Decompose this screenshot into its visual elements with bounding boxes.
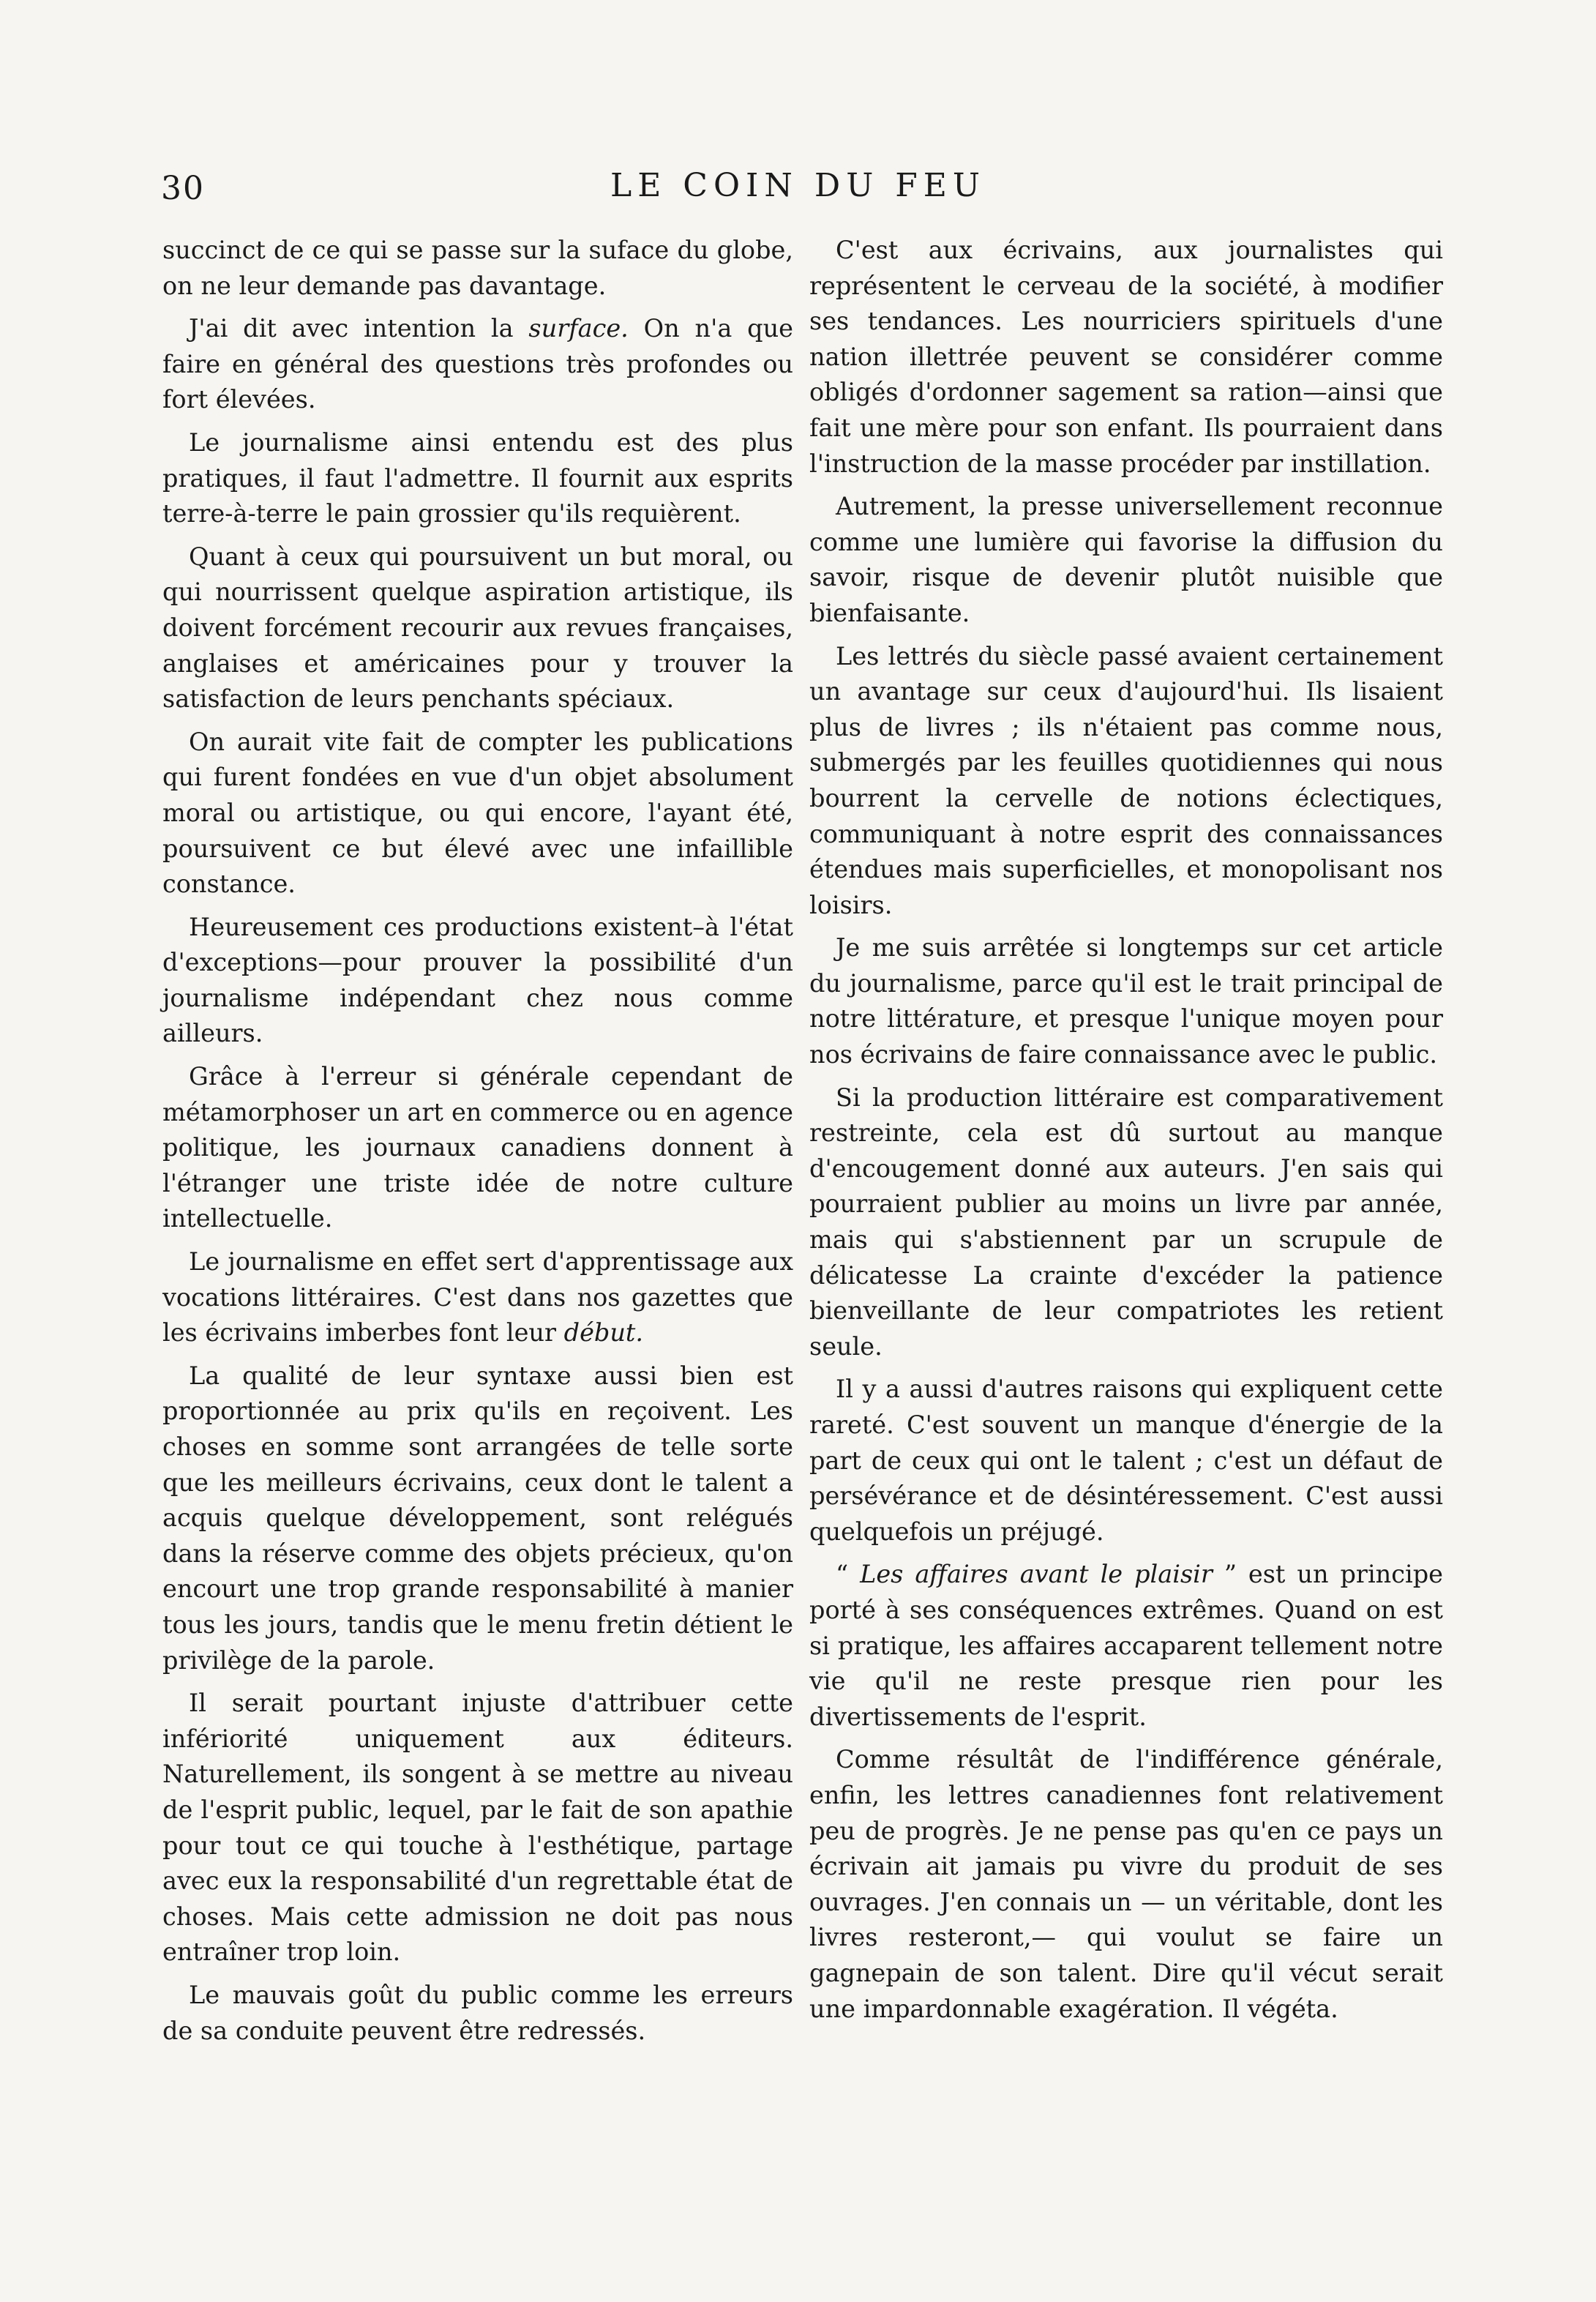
emphasis: Les affaires avant le plaisir (860, 1560, 1213, 1589)
paragraph-text: J'ai dit avec intention la (189, 314, 529, 343)
page-number: 30 (161, 170, 205, 207)
right-column (809, 233, 1443, 2034)
paragraph (809, 1557, 1443, 1735)
paragraph: La qualité de leur syntaxe aussi bien est proportionnée au prix qu'ils en reçoivent. Les choses en somme sont arrangées de telle sorte que les meilleurs écrivains, ceux dont le talent a acquis quelque développement, sont relégués dans la réserve comme des objets précieux, qu'on encourt une trop grande responsabilité à manier tous les jours, tandis que le menu fretin détient le privilège de la parole. (162, 1361, 793, 1675)
paragraph: Je me suis arrêtée si longtemps sur cet article du journalisme, parce qu'il est le trait principal de notre littérature, et presque l'unique moyen pour nos écrivains de faire connaissance avec le public. (809, 933, 1443, 1069)
paragraph: Autrement, la presse universellement reconnue comme une lumière qui favorise la diffusion du savoir, risque de devenir plutôt nuisible que bienfaisante. (809, 492, 1443, 627)
left-column (162, 233, 793, 2056)
paragraph: Si la production littéraire est comparativement restreinte, cela est dû surtout au manque d'encougement donné aux auteurs. J'en sais qui pourraient publier au moins un livre par année, mais qui s'abstiennent par un scrupule de délicatesse La crainte d'excéder la patience bienveillante de leur compatriotes les retient seule. (809, 1083, 1443, 1361)
paragraph: Comme résultât de l'indifférence générale, enfin, les lettres canadiennes font relativement peu de progrès. Je ne pense pas qu'en ce pays un écrivain ait jamais pu vivre du produit de ses ouvrages. J'en connais un — un véritable, dont les livres resteront,— qui voulut se faire un gagnepain de son talent. Dire qu'il vécut serait une impardonnable exagération. Il végéta. (809, 1745, 1443, 2023)
paragraph: Il y a aussi d'autres raisons qui expliquent cette rareté. C'est souvent un manque d'énergie de la part de ceux qui ont le talent ; c'est un défaut de persévérance et de désintéressement. C'est aussi quelquefois un préjugé. (809, 1375, 1443, 1546)
running-title: LE COIN DU FEU (610, 167, 986, 204)
paragraph: Grâce à l'erreur si générale cependant de métamorphoser un art en commerce ou en agence politique, les journaux canadiens donnent à l'étranger une triste idée de notre culture intellectuelle. (162, 1062, 793, 1233)
paragraph: Les lettrés du siècle passé avaient certainement un avantage sur ceux d'aujourd'hui. Ils lisaient plus de livres ; ils n'étaient pas comme nous, submergés par les feuilles quotidiennes qui nous bourrent la cervelle de notions éclectiques, communiquant à notre esprit des connaissances étendues mais superficielles, et monopolisant nos loisirs. (809, 641, 1443, 919)
paragraph: C'est aux écrivains, aux journalistes qui représentent le cerveau de la société, à modifier ses tendances. Les nourriciers spirituels d'une nation illettrée peuvent se considérer comme obligés d'ordonner sagement sa ration—ainsi que fait une mère pour son enfant. Ils pourraient dans l'instruction de la masse procéder par instillation. (809, 236, 1443, 478)
paragraph: Heureusement ces productions existent–à l'état d'exceptions—pour prouver la possibilité d'un journalisme indépendant chez nous comme ailleurs. (162, 912, 793, 1048)
paragraph-text: ” est un principe porté à ses conséquences extrêmes. Quand on est si pratique, les affaires accaparent tellement notre vie qu'il ne reste presque rien pour les divertissements de l'esprit. (809, 1560, 1443, 1731)
paragraph (162, 1244, 793, 1351)
emphasis: surface. (528, 314, 629, 343)
paragraph: Il serait pourtant injuste d'attribuer cette infériorité uniquement aux éditeurs. Naturellement, ils songent à se mettre au niveau de l'esprit public, lequel, par le fait de son apathie pour tout ce qui touche à l'esthétique, partage avec eux la responsabilité d'un regrettable état de choses. Mais cette admission ne doit pas nous entraîner trop loin. (162, 1689, 793, 1967)
paragraph: Le mauvais goût du public comme les erreurs de sa conduite peuvent être redressés. (162, 1980, 793, 2045)
paragraph (162, 311, 793, 418)
paragraph-text: Le journalisme en effet sert d'apprentissage aux vocations littéraires. C'est dans nos gazettes que les écrivains imberbes font leur (162, 1247, 793, 1348)
paragraph: On aurait vite fait de compter les publications qui furent fondées en vue d'un objet absolument moral ou artistique, ou qui encore, l'ayant été, poursuivent ce but élevé avec une infaillible constance. (162, 727, 793, 899)
paragraph: succinct de ce qui se passe sur la suface du globe, on ne leur demande pas davantage. (162, 236, 793, 300)
paragraph: Le journalisme ainsi entendu est des plus pratiques, il faut l'admettre. Il fournit aux esprits terre-à-terre le pain grossier qu'ils requièrent. (162, 427, 793, 528)
paragraph-text: On n'a que faire en général des questions très profondes ou fort élevées. (162, 314, 793, 414)
emphasis: début. (563, 1318, 644, 1348)
paragraph: Quant à ceux qui poursuivent un but moral, ou qui nourrissent quelque aspiration artistique, ils doivent forcément recourir aux revues françaises, anglaises et américaines pour y trouver la satisfaction de leurs penchants spéciaux. (162, 542, 793, 714)
paragraph-text: “ (836, 1560, 861, 1589)
